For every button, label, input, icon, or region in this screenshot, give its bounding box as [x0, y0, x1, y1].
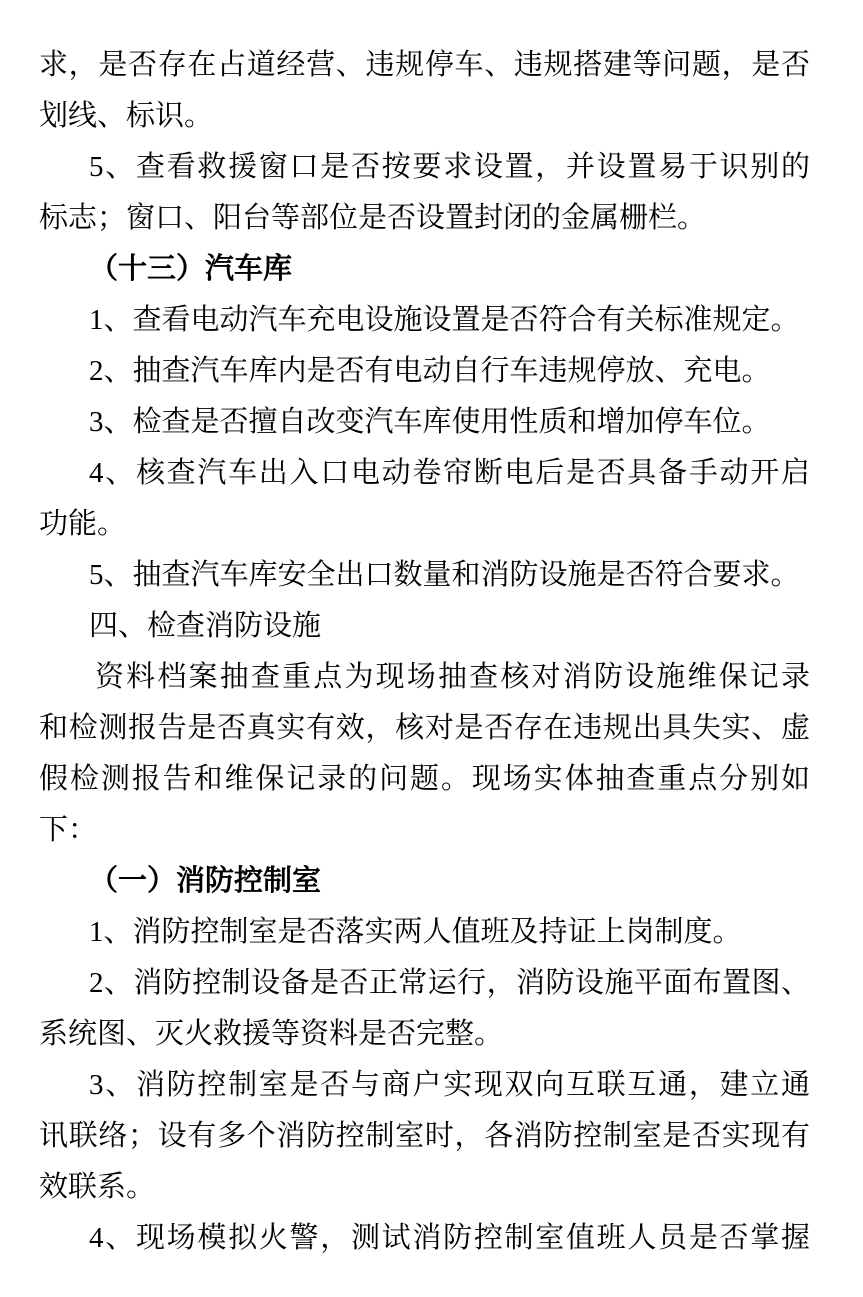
line-text: 划线、标识。	[39, 100, 214, 132]
line-text: 抽查汽车库安全出口数量和消防设施是否符合要求。	[132, 559, 800, 591]
text-line	[39, 805, 810, 856]
text-line	[39, 1060, 810, 1111]
line-text: 下：	[39, 814, 98, 846]
text-line	[39, 40, 810, 91]
text-line	[39, 550, 810, 601]
text-line	[39, 142, 810, 193]
line-text: 查看电动汽车充电设施设置是否符合有关标准规定。	[132, 304, 800, 336]
text-line	[39, 448, 810, 499]
text-line	[39, 1111, 810, 1162]
section-heading	[39, 244, 810, 295]
line-text: 抽查汽车库内是否有电动自行车违规停放、充电。	[132, 355, 771, 387]
text-line	[39, 1009, 810, 1060]
list-number: 3、	[89, 1069, 136, 1101]
text-line	[39, 91, 810, 142]
line-text: 消防控制室是否与商户实现双向互联互通，建立通	[135, 1069, 810, 1101]
text-line	[39, 652, 810, 703]
line-text: （一）消防控制室	[89, 865, 322, 897]
line-text: 标志；窗口、阳台等部位是否设置封闭的金属栅栏。	[39, 202, 707, 234]
list-number: 1、	[89, 916, 133, 948]
line-text: 和检测报告是否真实有效，核对是否存在违规出具失实、虚	[39, 712, 810, 744]
section-heading	[39, 856, 810, 907]
line-text: 核查汽车出入口电动卷帘断电后是否具备手动开启	[135, 457, 810, 489]
list-number: 3、	[89, 406, 133, 438]
line-text: 效联系。	[39, 1171, 156, 1203]
list-number: 2、	[89, 967, 134, 999]
text-line	[39, 754, 810, 805]
line-text: 查看救援窗口是否按要求设置，并设置易于识别的	[135, 151, 810, 183]
line-text: 假检测报告和维保记录的问题。现场实体抽查重点分别如	[39, 763, 810, 795]
list-number: 4、	[89, 1222, 136, 1254]
text-line	[39, 601, 810, 652]
list-number: 5、	[89, 559, 133, 591]
line-text: 资料档案抽查重点为现场抽查核对消防设施维保记录	[95, 661, 810, 693]
text-line	[39, 1162, 810, 1213]
line-text: （十三）汽车库	[89, 253, 293, 285]
text-line	[39, 295, 810, 346]
text-line	[39, 1213, 810, 1264]
list-number: 1、	[89, 304, 133, 336]
line-text: 讯联络；设有多个消防控制室时，各消防控制室是否实现有	[39, 1120, 810, 1152]
line-text: 检查是否擅自改变汽车库使用性质和增加停车位。	[132, 406, 771, 438]
line-text: 功能。	[39, 508, 127, 540]
text-line	[39, 907, 810, 958]
text-line	[39, 193, 810, 244]
line-text: 求，是否存在占道经营、违规停车、违规搭建等问题，是否	[39, 49, 810, 81]
line-text: 现场模拟火警，测试消防控制室值班人员是否掌握	[135, 1222, 810, 1254]
text-line	[39, 346, 810, 397]
text-line	[39, 397, 810, 448]
line-text: 消防控制设备是否正常运行，消防设施平面布置图、	[133, 967, 810, 999]
line-text: 系统图、灭火救援等资料是否完整。	[39, 1018, 504, 1050]
document-text-block	[39, 40, 810, 1264]
list-number: 4、	[89, 457, 136, 489]
list-number: 2、	[89, 355, 133, 387]
text-line	[39, 958, 810, 1009]
line-text: 四、检查消防设施	[89, 610, 322, 642]
list-number: 5、	[89, 151, 136, 183]
text-line	[39, 499, 810, 550]
text-line	[39, 703, 810, 754]
line-text: 消防控制室是否落实两人值班及持证上岗制度。	[132, 916, 742, 948]
